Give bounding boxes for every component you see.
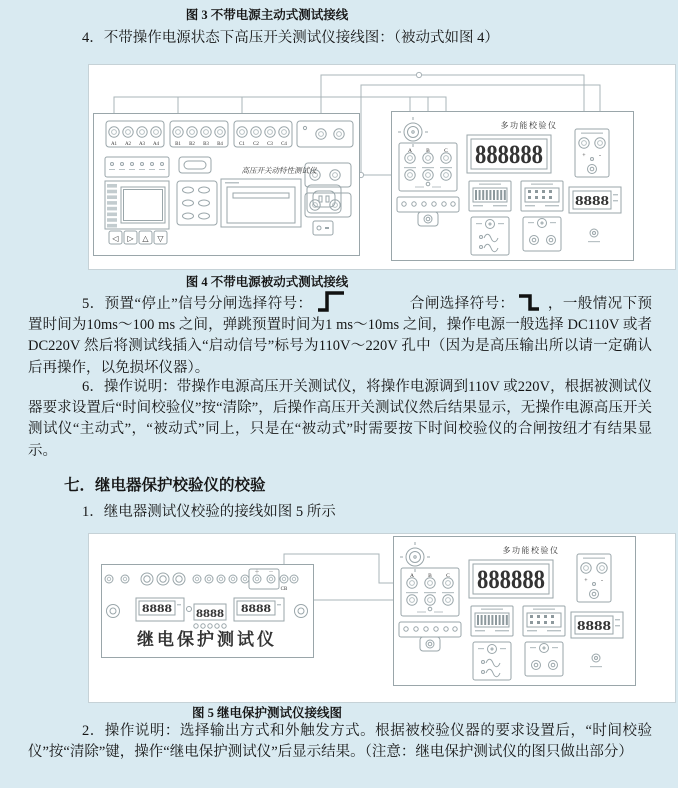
- p5-lead-text: 5．预置“停止”信号分闸选择符号：: [82, 296, 313, 312]
- svg-text:B2: B2: [189, 142, 195, 147]
- arrow-down-icon: ▽: [157, 234, 164, 243]
- figure5-caption: 图 5 继电保护测试仪接线图: [191, 706, 342, 720]
- figure-5-diagram: [88, 533, 676, 703]
- svg-text:＋: ＋: [254, 570, 260, 576]
- svg-text:+: +: [582, 153, 586, 159]
- svg-text:A: A: [410, 573, 414, 579]
- svg-text:888888: 888888: [477, 565, 545, 594]
- svg-text:8888: 8888: [142, 601, 172, 615]
- svg-text:B3: B3: [203, 142, 209, 147]
- main-display: [469, 560, 553, 598]
- cb-label: CB: [280, 587, 288, 592]
- close-signal-step-icon: [517, 292, 541, 312]
- figure4-caption: 图 4 不带电源被动式测试接线: [185, 275, 349, 289]
- calibrator-title: 多功能校验仪: [502, 546, 560, 555]
- arrow-left-icon: ◁: [112, 234, 119, 243]
- svg-text:+: +: [584, 578, 588, 584]
- hv-tester-name: 高压开关动特性测试仪: [241, 166, 317, 175]
- paragraph-6: 6．操作说明：带操作电源高压开关测试仪，将操作电源调到110V 或220V，根据被测试仪器要求设置后“时间校验仪”按“清除”，后操作高压开关测试仪然后结果显示，无操作电源高压开关测试仪“主动式”，“被动式”同上，只是在“被动式”时需要按下时间校验仪的合闸按纽才有结果显示。: [28, 379, 652, 459]
- svg-text:8888: 8888: [241, 601, 271, 615]
- svg-text:B1: B1: [175, 142, 181, 147]
- svg-text:8888: 8888: [575, 194, 609, 209]
- svg-text:C1: C1: [239, 142, 245, 147]
- svg-text:8888: 8888: [577, 619, 611, 634]
- svg-text:A1: A1: [110, 142, 118, 147]
- relay-tester-name: 继电保护测试仪: [137, 630, 277, 649]
- open-signal-step-icon: [316, 290, 346, 312]
- p5-tail-text: ，一般情况下预置时间为10ms～100 ms 之间，弹跳预置时间为1 ms～10ms 之间，操作电源一般选择 DC110V 或者 DC220V 然后将测试线插入“启动信号”标号为110V～220V 孔中（因为是高压输出所以请一定确认后再操作，以免损坏仪器）。: [28, 296, 653, 376]
- paragraph-item-1: 1．继电器测试仪校验的接线如图 5 所示: [82, 504, 336, 520]
- svg-text:A: A: [408, 148, 412, 154]
- calibrator-panel: [392, 112, 634, 261]
- p5-mid-text: 合闸选择符号：: [409, 296, 515, 312]
- svg-text:－: －: [268, 570, 274, 576]
- paragraph-5: [28, 290, 652, 379]
- svg-text:8888: 8888: [196, 606, 224, 620]
- hv-tester-panel: [94, 114, 360, 256]
- section-heading-7: 七．继电器保护校验仪的校验: [64, 477, 266, 494]
- main-display: [467, 135, 551, 173]
- paragraph-2: 2．操作说明：选择输出方式和外触发方式。根据被校验仪器的要求设置后，“时间校验仪”按“清除”键，操作“继电保护测试仪”后显示结果。（注意：继电保护测试仪的图只做出部分）: [28, 723, 652, 761]
- figure3-caption: 图 3 不带电源主动式测试接线: [185, 8, 349, 22]
- svg-text:B: B: [428, 573, 432, 579]
- svg-text:B: B: [426, 148, 430, 154]
- svg-text:-: -: [601, 578, 603, 584]
- svg-text:-: -: [599, 153, 601, 159]
- svg-text:B4: B4: [217, 142, 223, 147]
- svg-text:A3: A3: [138, 142, 146, 147]
- svg-text:888888: 888888: [475, 140, 543, 169]
- figure-4-diagram: [88, 64, 676, 270]
- arrow-right-icon: ▷: [127, 234, 134, 243]
- relay-tester-panel: [102, 565, 314, 658]
- svg-text:C: C: [446, 573, 450, 579]
- svg-text:A4: A4: [152, 142, 160, 147]
- svg-text:C4: C4: [281, 142, 287, 147]
- svg-text:C3: C3: [267, 142, 273, 147]
- svg-text:A2: A2: [124, 142, 132, 147]
- svg-text:C2: C2: [253, 142, 259, 147]
- arrow-up-icon: △: [142, 234, 149, 243]
- mount-hole-icon: [295, 605, 308, 618]
- mount-hole-icon: [107, 605, 120, 618]
- calibrator-panel: [394, 537, 636, 686]
- calibrator-title: 多功能校验仪: [500, 121, 558, 130]
- paragraph-item-4: 4．不带操作电源状态下高压开关测试仪接线图：（被动式如图 4）: [82, 30, 499, 46]
- svg-text:C: C: [444, 148, 448, 154]
